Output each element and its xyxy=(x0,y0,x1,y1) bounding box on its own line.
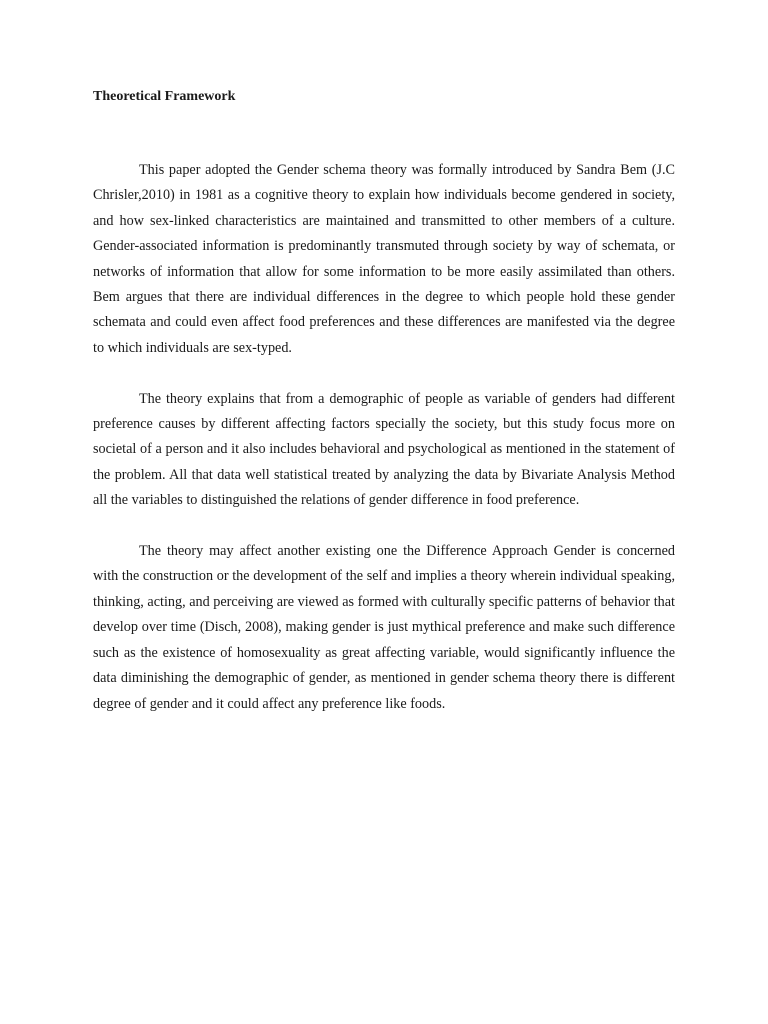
paragraph-1: This paper adopted the Gender schema theory was formally introduced by Sandra Bem (J.C Chrisler,2010) in 1981 as a cognitive theory to explain how individuals become gendered in society, and how sex-linked characteristics are maintained and transmitted to other members of a culture. Gender-associated information is predominantly transmuted through society by way of schemata, or networks of information that allow for some information to be more easily assimilated than others. Bem argues that there are individual differences in the degree to which people hold these gender schemata and could even affect food preferences and these differences are manifested via the degree to which individuals are sex-typed. xyxy=(93,162,675,356)
paragraph-2: The theory explains that from a demographic of people as variable of genders had different preference causes by different affecting factors specially the society, but this study focus more on societal of a person and it also includes behavioral and psychological as mentioned in the statement of the problem. All that data well statistical treated by analyzing the data by Bivariate Analysis Method all the variables to distinguished the relations of gender difference in food preference. xyxy=(93,390,675,509)
paragraph-3: The theory may affect another existing one the Difference Approach Gender is concerned with the construction or the development of the self and implies a theory wherein individual speaking, thinking, acting, and perceiving are viewed as formed with culturally specific patterns of behavior that develop over time (Disch, 2008), making gender is just mythical preference and make such difference such as the existence of homosexuality as great affecting variable, would significantly influence the data diminishing the demographic of gender, as mentioned in gender schema theory there is different degree of gender and it could affect any preference like foods. xyxy=(93,543,675,712)
body-text xyxy=(93,158,675,742)
section-heading: Theoretical Framework xyxy=(93,89,236,104)
